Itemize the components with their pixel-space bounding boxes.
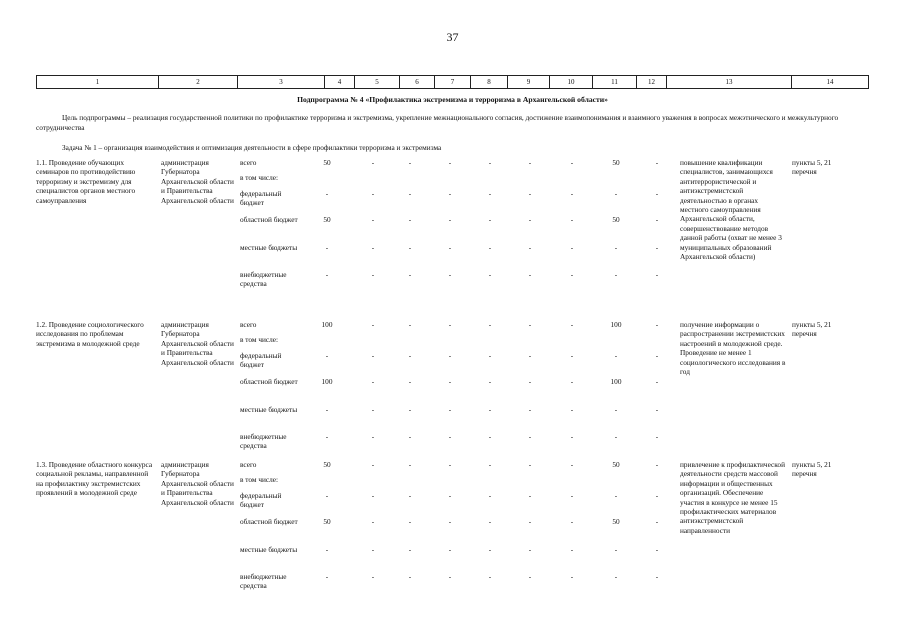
funding-value: - [570, 432, 574, 441]
expected-result: повышение квалификации специалистов, занимающихся антитеррористической и антиэкстремистской деятельностью в органах местного самоуправления Архангельской области, совершенствование методов данной работы (охват не менее 3 муниципальных образований Архангельской области) [680, 158, 782, 262]
funding-value: - [371, 405, 375, 414]
funding-value: - [448, 432, 452, 441]
funding-value: - [655, 432, 659, 441]
subprogram-title: Подпрограмма № 4 «Профилактика экстремизма и терроризма в Архангельской области» [297, 95, 608, 104]
funding-value: - [655, 491, 659, 500]
funding-value: 100 [610, 377, 622, 386]
funding-value: 50 [323, 460, 331, 469]
funding-value: - [528, 405, 532, 414]
funding-value: - [570, 545, 574, 554]
funding-value: - [448, 460, 452, 469]
funding-value: - [408, 460, 412, 469]
funding-value: - [371, 517, 375, 526]
funding-value: - [570, 270, 574, 279]
funding-value: - [371, 432, 375, 441]
column-header-12: 12 [637, 76, 667, 89]
funding-value: - [655, 405, 659, 414]
page-number: 37 [446, 30, 459, 44]
funding-value: - [528, 491, 532, 500]
column-header-row [37, 76, 869, 89]
funding-value: - [448, 351, 452, 360]
funding-value: - [570, 572, 574, 581]
funding-source-label: областной бюджет [240, 377, 298, 386]
funding-value: - [408, 243, 412, 252]
funding-value: - [528, 320, 532, 329]
funding-value: - [528, 189, 532, 198]
funding-value: - [528, 215, 532, 224]
funding-value: - [488, 517, 492, 526]
funding-source-label: областной бюджет [240, 517, 298, 526]
funding-value: - [655, 243, 659, 252]
funding-value: - [488, 243, 492, 252]
funding-source-label: в том числе: [240, 173, 279, 182]
funding-value: 50 [323, 517, 331, 526]
funding-value: 100 [321, 377, 333, 386]
funding-value: - [570, 405, 574, 414]
activity-executor: администрация Губернатора Архангельской области и Правительства Архангельской области [161, 320, 234, 367]
column-header-14: 14 [792, 76, 869, 89]
funding-value: 50 [612, 460, 620, 469]
funding-value: - [408, 270, 412, 279]
funding-value: - [528, 545, 532, 554]
column-header-4: 4 [325, 76, 355, 89]
funding-value: - [528, 572, 532, 581]
list-reference: пункты 5, 21 перечня [792, 158, 832, 177]
funding-source-label: внебюджетные средства [240, 572, 287, 591]
funding-value: - [655, 320, 659, 329]
funding-value: - [371, 545, 375, 554]
funding-value: - [488, 545, 492, 554]
funding-value: - [614, 189, 618, 198]
funding-source-label: федеральный бюджет [240, 189, 282, 208]
funding-source-label: в том числе: [240, 475, 279, 484]
funding-value: 50 [323, 158, 331, 167]
funding-value: - [448, 545, 452, 554]
column-header-5: 5 [355, 76, 400, 89]
subprogram-goal: Цель подпрограммы – реализация государственной политики по профилактике терроризма и экстремизма, укрепление межнационального согласия, достижение взаимопонимания и взаимного уважения в вопросах межэтнического и межкультурного сотрудничества [36, 113, 839, 132]
funding-source-label: в том числе: [240, 335, 279, 344]
funding-value: - [655, 189, 659, 198]
funding-value: - [371, 351, 375, 360]
funding-source-label: местные бюджеты [240, 243, 298, 252]
column-header-3: 3 [238, 76, 325, 89]
funding-value: - [325, 243, 329, 252]
funding-value: - [488, 215, 492, 224]
funding-value: - [655, 377, 659, 386]
task-heading: Задача № 1 – организация взаимодействия и оптимизация деятельности в сфере профилактики терроризма и экстремизма [62, 143, 442, 152]
funding-source-label: местные бюджеты [240, 405, 298, 414]
funding-source-label: всего [240, 158, 257, 167]
funding-value: - [570, 320, 574, 329]
funding-value: - [614, 545, 618, 554]
column-header-8: 8 [471, 76, 508, 89]
funding-value: - [448, 572, 452, 581]
activity-name: 1.3. Проведение областного конкурса социальной рекламы, направленной на профилактику экстремистских проявлений в молодежной среде [36, 460, 153, 498]
column-header-13: 13 [667, 76, 792, 89]
funding-value: - [371, 320, 375, 329]
funding-value: - [448, 215, 452, 224]
funding-value: - [448, 491, 452, 500]
activity-name: 1.2. Проведение социологического исследования по проблемам экстремизма в молодежной среде [36, 320, 144, 348]
funding-source-label: внебюджетные средства [240, 270, 287, 289]
column-header-10: 10 [550, 76, 593, 89]
funding-value: - [371, 491, 375, 500]
funding-value: - [408, 158, 412, 167]
funding-value: - [528, 158, 532, 167]
funding-value: - [325, 189, 329, 198]
column-header-7: 7 [435, 76, 471, 89]
funding-value: - [614, 270, 618, 279]
funding-value: - [614, 572, 618, 581]
funding-value: - [408, 405, 412, 414]
funding-value: - [528, 517, 532, 526]
expected-result: получение информации о распространении экстремистских настроений в молодежной среде. Проведение не менее 1 социологического исследования в год [680, 320, 786, 377]
funding-value: - [325, 270, 329, 279]
funding-value: - [488, 460, 492, 469]
funding-value: 50 [612, 158, 620, 167]
funding-value: - [528, 460, 532, 469]
funding-value: - [371, 158, 375, 167]
list-reference: пункты 5, 21 перечня [792, 320, 832, 339]
funding-value: - [488, 432, 492, 441]
funding-value: - [528, 243, 532, 252]
column-header-table [36, 75, 869, 89]
funding-value: - [570, 158, 574, 167]
funding-value: - [448, 320, 452, 329]
funding-value: - [655, 158, 659, 167]
funding-source-label: федеральный бюджет [240, 351, 282, 370]
funding-value: - [655, 351, 659, 360]
funding-value: - [488, 572, 492, 581]
list-reference: пункты 5, 21 перечня [792, 460, 832, 479]
funding-value: - [371, 460, 375, 469]
funding-value: - [570, 517, 574, 526]
funding-value: - [408, 572, 412, 581]
funding-value: - [614, 351, 618, 360]
funding-value: - [371, 572, 375, 581]
funding-value: - [325, 351, 329, 360]
funding-value: - [408, 351, 412, 360]
funding-source-label: областной бюджет [240, 215, 298, 224]
funding-value: - [448, 517, 452, 526]
funding-value: - [488, 320, 492, 329]
funding-value: - [655, 572, 659, 581]
funding-value: - [408, 432, 412, 441]
funding-value: - [448, 405, 452, 414]
activity-name: 1.1. Проведение обучающих семинаров по противодействию терроризму и экстремизму для специалистов органов местного самоуправления [36, 158, 136, 205]
funding-value: - [448, 243, 452, 252]
funding-value: - [448, 270, 452, 279]
funding-value: - [488, 351, 492, 360]
funding-value: - [570, 460, 574, 469]
funding-value: - [570, 351, 574, 360]
funding-value: - [325, 432, 329, 441]
funding-value: - [570, 215, 574, 224]
funding-value: - [408, 215, 412, 224]
funding-value: - [408, 189, 412, 198]
funding-value: - [408, 320, 412, 329]
funding-value: - [325, 545, 329, 554]
funding-value: - [488, 491, 492, 500]
activity-executor: администрация Губернатора Архангельской области и Правительства Архангельской области [161, 158, 234, 205]
funding-value: - [528, 377, 532, 386]
funding-value: 50 [612, 215, 620, 224]
funding-value: - [408, 545, 412, 554]
funding-value: - [488, 405, 492, 414]
funding-value: - [655, 460, 659, 469]
funding-value: - [528, 270, 532, 279]
funding-value: - [448, 377, 452, 386]
funding-value: - [488, 158, 492, 167]
expected-result: привлечение к профилактической деятельности средств массовой информации и общественных организаций. Обеспечение участия в конкурсе не менее 15 профилактических материалов антиэкстремистской направленности [680, 460, 785, 535]
funding-value: - [570, 491, 574, 500]
funding-value: - [655, 270, 659, 279]
funding-value: - [371, 243, 375, 252]
funding-value: - [614, 432, 618, 441]
funding-value: - [448, 189, 452, 198]
funding-value: - [488, 189, 492, 198]
funding-value: - [655, 215, 659, 224]
funding-value: - [655, 545, 659, 554]
funding-value: - [614, 243, 618, 252]
funding-value: - [408, 491, 412, 500]
funding-source-label: федеральный бюджет [240, 491, 282, 510]
funding-value: - [614, 491, 618, 500]
funding-value: - [448, 158, 452, 167]
activity-executor: администрация Губернатора Архангельской области и Правительства Архангельской области [161, 460, 234, 507]
funding-value: - [488, 270, 492, 279]
column-header-9: 9 [508, 76, 550, 89]
funding-source-label: всего [240, 460, 257, 469]
funding-source-label: всего [240, 320, 257, 329]
column-header-2: 2 [159, 76, 238, 89]
funding-value: - [528, 432, 532, 441]
funding-value: - [408, 517, 412, 526]
funding-source-label: местные бюджеты [240, 545, 298, 554]
funding-value: - [325, 572, 329, 581]
funding-value: - [371, 189, 375, 198]
column-header-1: 1 [37, 76, 159, 89]
funding-value: - [408, 377, 412, 386]
funding-value: - [570, 377, 574, 386]
funding-value: 50 [612, 517, 620, 526]
column-header-6: 6 [400, 76, 435, 89]
funding-value: - [570, 189, 574, 198]
funding-value: - [570, 243, 574, 252]
funding-value: - [488, 377, 492, 386]
funding-value: - [325, 405, 329, 414]
funding-value: - [528, 351, 532, 360]
funding-value: 100 [610, 320, 622, 329]
funding-value: - [614, 405, 618, 414]
funding-value: - [325, 491, 329, 500]
column-header-11: 11 [593, 76, 637, 89]
funding-value: - [371, 377, 375, 386]
funding-source-label: внебюджетные средства [240, 432, 287, 451]
funding-value: - [371, 270, 375, 279]
funding-value: - [655, 517, 659, 526]
funding-value: 100 [321, 320, 333, 329]
funding-value: - [371, 215, 375, 224]
funding-value: 50 [323, 215, 331, 224]
